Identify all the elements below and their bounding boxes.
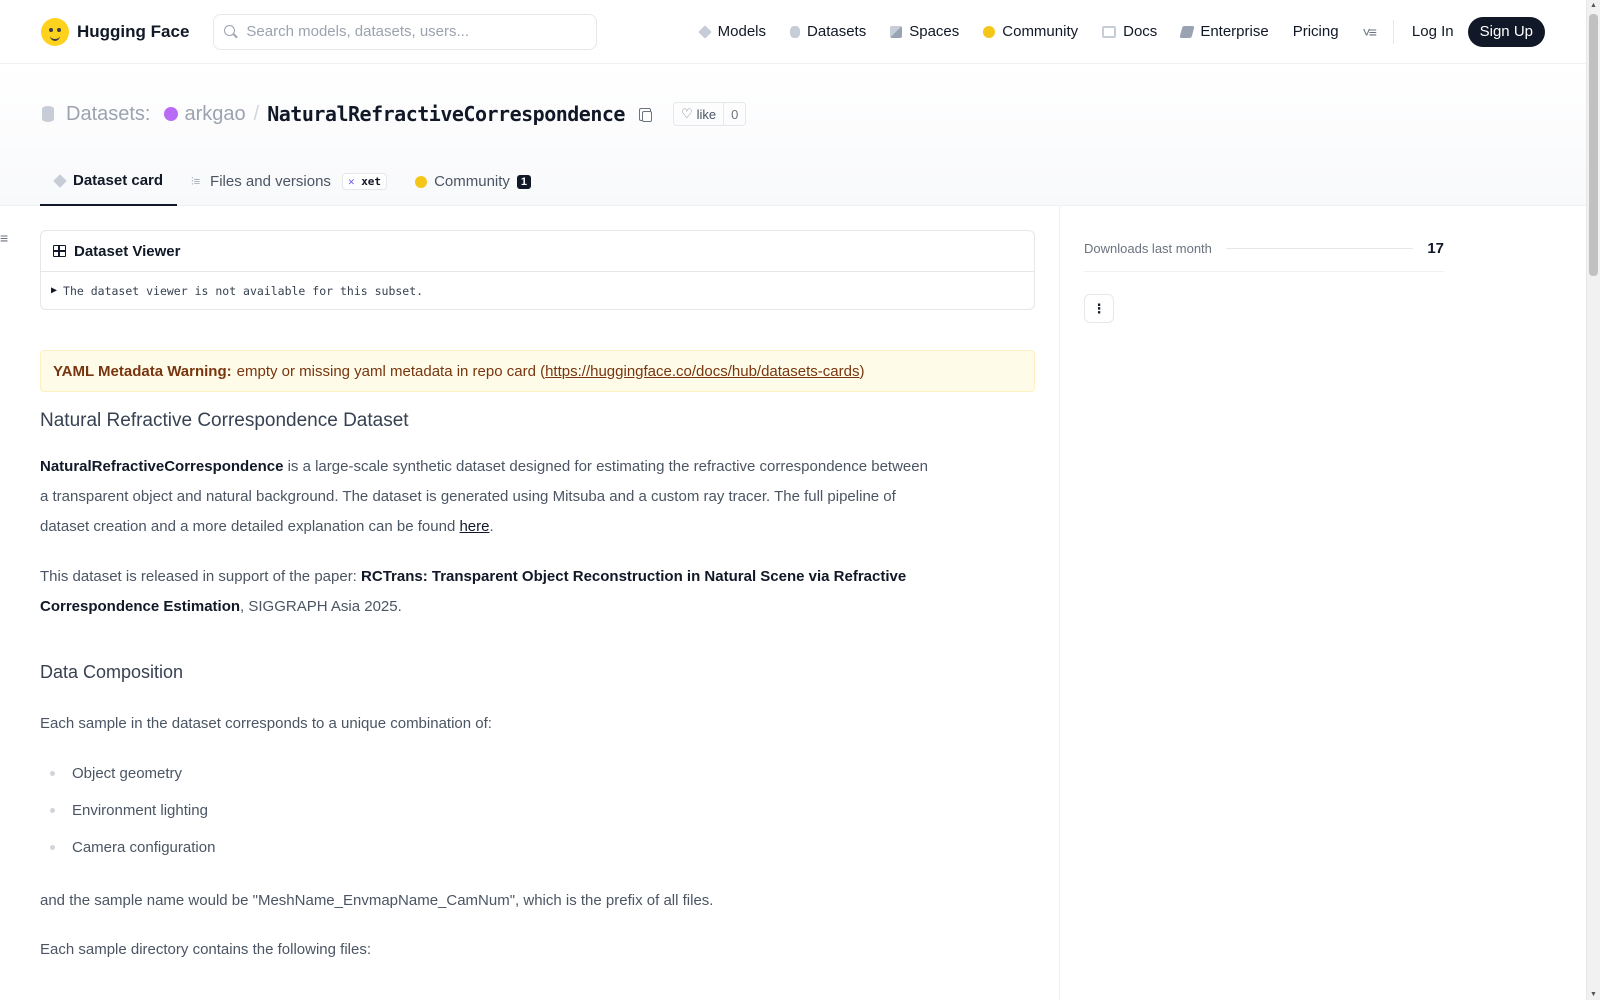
table-icon [53,245,66,257]
heart-icon: ♡ [680,106,693,121]
warning-text: empty or missing yaml metadata in repo card ( [236,362,546,380]
path-separator: / [253,102,260,125]
menu-icon: ˅≡ [1362,23,1375,40]
paper-title: RCTrans: Transparent Object Reconstruction in Natural Scene via Refractive Correspondence Estimation [40,568,907,615]
more-options-button[interactable] [1084,294,1114,323]
search-box[interactable] [213,14,597,50]
tab-dataset-card[interactable] [40,157,177,206]
search-icon [224,25,238,39]
brand-name: Hugging Face [77,21,190,41]
data-composition-heading: Data Composition [40,662,184,682]
datasets-cards-docs-link[interactable]: https://huggingface.co/docs/hub/datasets-cards [545,362,860,380]
like-button[interactable] [674,103,724,125]
composition-intro: Each sample in the dataset corresponds to a unique combination of: [40,715,492,732]
paper-paragraph [40,562,940,622]
kebab-icon: ⋮ [1092,300,1106,316]
nav-link-label: Community [1002,23,1079,40]
top-navbar [0,0,1586,64]
tab-community[interactable] [401,157,545,206]
dataset-viewer-disclosure[interactable] [41,272,1034,309]
paper-prefix: This dataset is released in support of the paper: [40,568,362,585]
community-icon [415,176,427,188]
warning-label: YAML Metadata Warning: [53,362,232,380]
like-count[interactable]: 0 [731,106,739,122]
repo-header [0,64,1586,206]
list-item: Environment lighting [40,792,1035,829]
nav-link-datasets[interactable] [778,14,878,50]
list-item: Object geometry [40,755,1035,792]
repo-type-label: Datasets: [66,102,151,125]
nav-link-spaces[interactable] [878,14,971,50]
like-widget [673,102,746,126]
spaces-icon [890,26,902,38]
org-avatar [164,107,178,121]
discussion-count-badge: 1 [517,175,531,189]
login-link[interactable]: Log In [1411,23,1454,40]
book-icon [1102,26,1116,38]
repo-title-row [42,102,746,126]
xet-badge [342,173,387,190]
intro-text: is a large-scale synthetic dataset designed for estimating the refractive correspondence between a transparent object and natural background. The dataset is generated using Mitsuba and a custom ray tracer. The full pipeline of dataset creation and a more detailed explanation can be found [40,458,928,535]
toc-toggle-icon[interactable]: ≡ [0,230,9,246]
nav-link-label: Docs [1123,23,1158,40]
dataset-card-title: Natural Refractive Correspondence Dataset [40,410,409,431]
search-input[interactable] [246,23,576,40]
nav-link-models[interactable] [687,14,778,50]
tab-label: Community [434,173,510,190]
dataset-viewer-title: Dataset Viewer [74,242,181,260]
nav-link-label: Spaces [909,23,960,40]
nav-link-enterprise[interactable] [1169,14,1280,50]
cube-icon [53,174,67,188]
nav-link-label: Enterprise [1200,23,1269,40]
database-icon [790,26,800,38]
warning-text-end: ) [859,362,865,380]
disclosure-triangle-icon: ▶ [51,285,58,296]
database-icon [42,106,54,122]
nav-link-label: Datasets [807,23,867,40]
tab-files-and-versions[interactable] [177,157,401,206]
dataset-viewer [40,230,1035,310]
xet-badge-label: xet [361,175,382,188]
yaml-metadata-warning [40,350,1035,392]
files-intro-paragraph: Each sample directory contains the following files: [40,941,371,958]
cube-icon [698,25,712,39]
nav-link-community[interactable] [971,14,1090,50]
sample-name-paragraph: and the sample name would be "MeshName_EnvmapName_CamNum", which is the prefix of all files. [40,892,714,909]
community-icon [983,26,995,38]
nav-links [687,14,1545,50]
like-label: like [696,106,717,122]
right-sidebar [1059,206,1586,1000]
brand-home-link[interactable] [41,18,189,46]
page-scrollbar[interactable] [1586,0,1600,1000]
nav-link-docs[interactable] [1090,14,1169,50]
nav-link-pricing[interactable] [1281,14,1351,50]
hugging-face-logo-icon [41,18,69,46]
intro-end: . [489,518,494,535]
pipeline-here-link[interactable]: here [459,518,490,535]
tab-label: Files and versions [210,173,331,190]
scroll-up-arrow-icon[interactable]: ▲ [1590,2,1597,9]
downloads-sparkline [1226,248,1413,249]
enterprise-icon [1180,26,1195,38]
composition-list [40,755,1035,866]
copy-icon[interactable] [639,108,651,121]
scrollbar-thumb[interactable] [1589,14,1598,276]
downloads-stat [1084,226,1444,272]
downloads-count: 17 [1427,240,1444,257]
nav-link-label: Models [717,23,767,40]
downloads-label: Downloads last month [1084,241,1212,256]
nav-divider [1393,20,1394,44]
paper-suffix: , SIGGRAPH Asia 2025. [240,598,402,615]
dataset-viewer-header [41,231,1034,272]
more-menu-button[interactable] [1351,14,1387,50]
xet-icon: ✕ [347,175,355,188]
org-link[interactable]: arkgao [184,102,246,125]
dataset-name-strong: NaturalRefractiveCorrespondence [40,458,284,475]
list-item: Camera configuration [40,829,1035,866]
intro-paragraph [40,452,940,542]
tab-label: Dataset card [73,172,164,189]
scroll-down-arrow-icon[interactable]: ▼ [1590,991,1597,998]
repo-tabs [40,157,545,206]
file-tree-icon: ⫶≡ [191,175,201,188]
repo-name-link[interactable]: NaturalRefractiveCorrespondence [267,102,625,126]
dataset-viewer-message: The dataset viewer is not available for this subset. [63,283,424,298]
dataset-card-content [40,230,1035,965]
nav-link-label: Pricing [1292,23,1339,40]
signup-button[interactable]: Sign Up [1468,17,1545,47]
